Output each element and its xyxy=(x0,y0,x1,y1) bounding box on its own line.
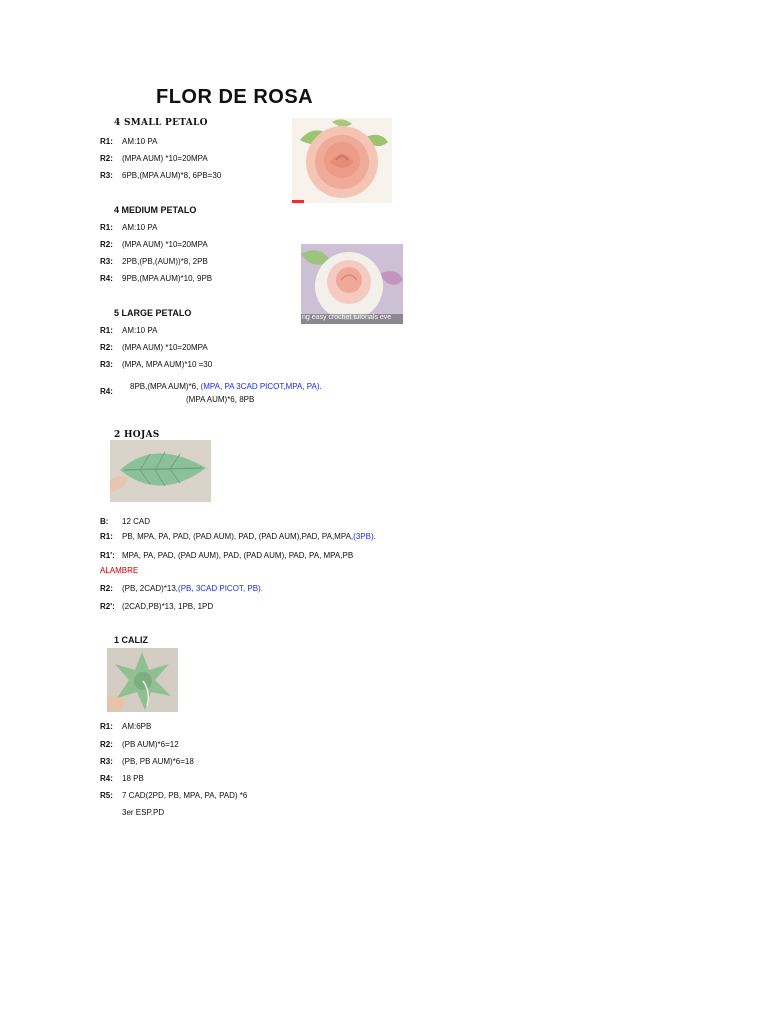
small-row-1 xyxy=(100,137,157,146)
r4-blue-text: (MPA, PA 3CAD PICOT,MPA, PA). xyxy=(200,382,322,391)
row-label: R2': xyxy=(100,602,115,611)
caliz-row-3 xyxy=(100,757,194,766)
row-label: R1: xyxy=(100,532,113,541)
large-row-2 xyxy=(100,343,208,352)
medium-rose-photo xyxy=(301,244,403,324)
row-text: (MPA, MPA AUM)*10 =30 xyxy=(122,360,213,369)
row-label: R2: xyxy=(100,584,113,593)
hojas-row-2-prime xyxy=(100,602,213,611)
page-title: FLOR DE ROSA xyxy=(156,86,314,108)
row-label: R3: xyxy=(100,257,113,266)
medium-row-2 xyxy=(100,240,208,249)
row-label: R4: xyxy=(100,774,113,783)
medium-row-1 xyxy=(100,223,157,232)
row-text: PB, MPA, PA, PAD, (PAD AUM), PAD, (PAD AUM),PAD, PA,MPA, xyxy=(122,532,354,541)
row-label: R1: xyxy=(100,722,113,731)
row-text: MPA, PA, PAD, (PAD AUM), PAD, (PAD AUM), PAD, PA, MPA,PB xyxy=(122,551,354,560)
caliz-photo xyxy=(107,648,178,712)
medium-petalo-heading: 4 MEDIUM PETALO xyxy=(114,205,197,215)
large-row-3 xyxy=(100,360,212,369)
caliz-row-5-line2: 3er ESP.PD xyxy=(122,808,165,817)
medium-row-4 xyxy=(100,274,212,283)
row-label: R1: xyxy=(100,223,113,232)
row-text: (MPA AUM) *10=20MPA xyxy=(122,343,208,352)
row-label: R4: xyxy=(100,274,113,283)
row-label: R3: xyxy=(100,757,113,766)
alambre-note: ALAMBRE xyxy=(100,566,139,575)
row-text: 2PB,(PB,(AUM))*8, 2PB xyxy=(122,257,208,266)
large-r4-label: R4: xyxy=(100,387,113,396)
row-label: R2: xyxy=(100,240,113,249)
row-text: (2CAD,PB)*13, 1PB, 1PD xyxy=(122,602,214,611)
row-text: AM:10 PA xyxy=(122,137,158,146)
large-r4-line1 xyxy=(130,382,322,391)
hojas-row-1 xyxy=(100,532,376,541)
row-label: R1: xyxy=(100,326,113,335)
row-text: 18 PB xyxy=(122,774,144,783)
row-text: 6PB,(MPA AUM)*8, 6PB=30 xyxy=(122,171,222,180)
row-blue-text: (3PB). xyxy=(353,532,376,541)
hojas-heading: 2 HOJAS xyxy=(114,430,160,440)
caliz-row-5 xyxy=(100,791,247,800)
row-label: R2: xyxy=(100,154,113,163)
row-text: AM:10 PA xyxy=(122,223,158,232)
row-label: B: xyxy=(100,517,109,526)
small-rose-photo xyxy=(292,118,392,203)
r4-text: 8PB,(MPA AUM)*6, xyxy=(130,382,201,391)
large-r4-line2: (MPA AUM)*6, 8PB xyxy=(186,395,255,404)
row-text: AM:10 PA xyxy=(122,326,158,335)
row-label: R2: xyxy=(100,343,113,352)
row-text: (PB, PB AUM)*6=18 xyxy=(122,757,194,766)
caliz-heading: 1 CALIZ xyxy=(114,635,149,645)
small-row-3 xyxy=(100,171,221,180)
small-petalo-heading: 4 SMALL PETALO xyxy=(114,118,208,128)
row-label: R3: xyxy=(100,171,113,180)
caliz-row-4 xyxy=(100,774,144,783)
row-text: 12 CAD xyxy=(122,517,151,526)
leaf-photo xyxy=(110,440,211,502)
row-text: AM:6PB xyxy=(122,722,152,731)
medium-row-3 xyxy=(100,257,208,266)
hojas-row-b xyxy=(100,517,150,526)
row-text: (MPA AUM) *10=20MPA xyxy=(122,240,208,249)
row-label: R5: xyxy=(100,791,113,800)
row-text: 9PB,(MPA AUM)*10, 9PB xyxy=(122,274,213,283)
large-row-1 xyxy=(100,326,157,335)
row-label: R1: xyxy=(100,137,113,146)
row-blue-text: (PB, 3CAD PICOT, PB). xyxy=(178,584,263,593)
row-text: (PB AUM)*6=12 xyxy=(122,740,179,749)
large-petalo-heading: 5 LARGE PETALO xyxy=(114,308,192,318)
hojas-row-2 xyxy=(100,584,263,593)
row-label: R1': xyxy=(100,551,115,560)
row-text: (PB, 2CAD)*13, xyxy=(122,584,179,593)
row-text: (MPA AUM) *10=20MPA xyxy=(122,154,208,163)
photo-caption: ng easy crochet tutorials eve xyxy=(302,314,392,321)
row-label: R3: xyxy=(100,360,113,369)
row-text: 7 CAD(2PD, PB, MPA, PA, PAD) *6 xyxy=(122,791,248,800)
hojas-row-1-prime xyxy=(100,551,353,560)
small-row-2 xyxy=(100,154,208,163)
row-label: R2: xyxy=(100,740,113,749)
caliz-row-2 xyxy=(100,740,179,749)
caliz-row-1 xyxy=(100,722,151,731)
